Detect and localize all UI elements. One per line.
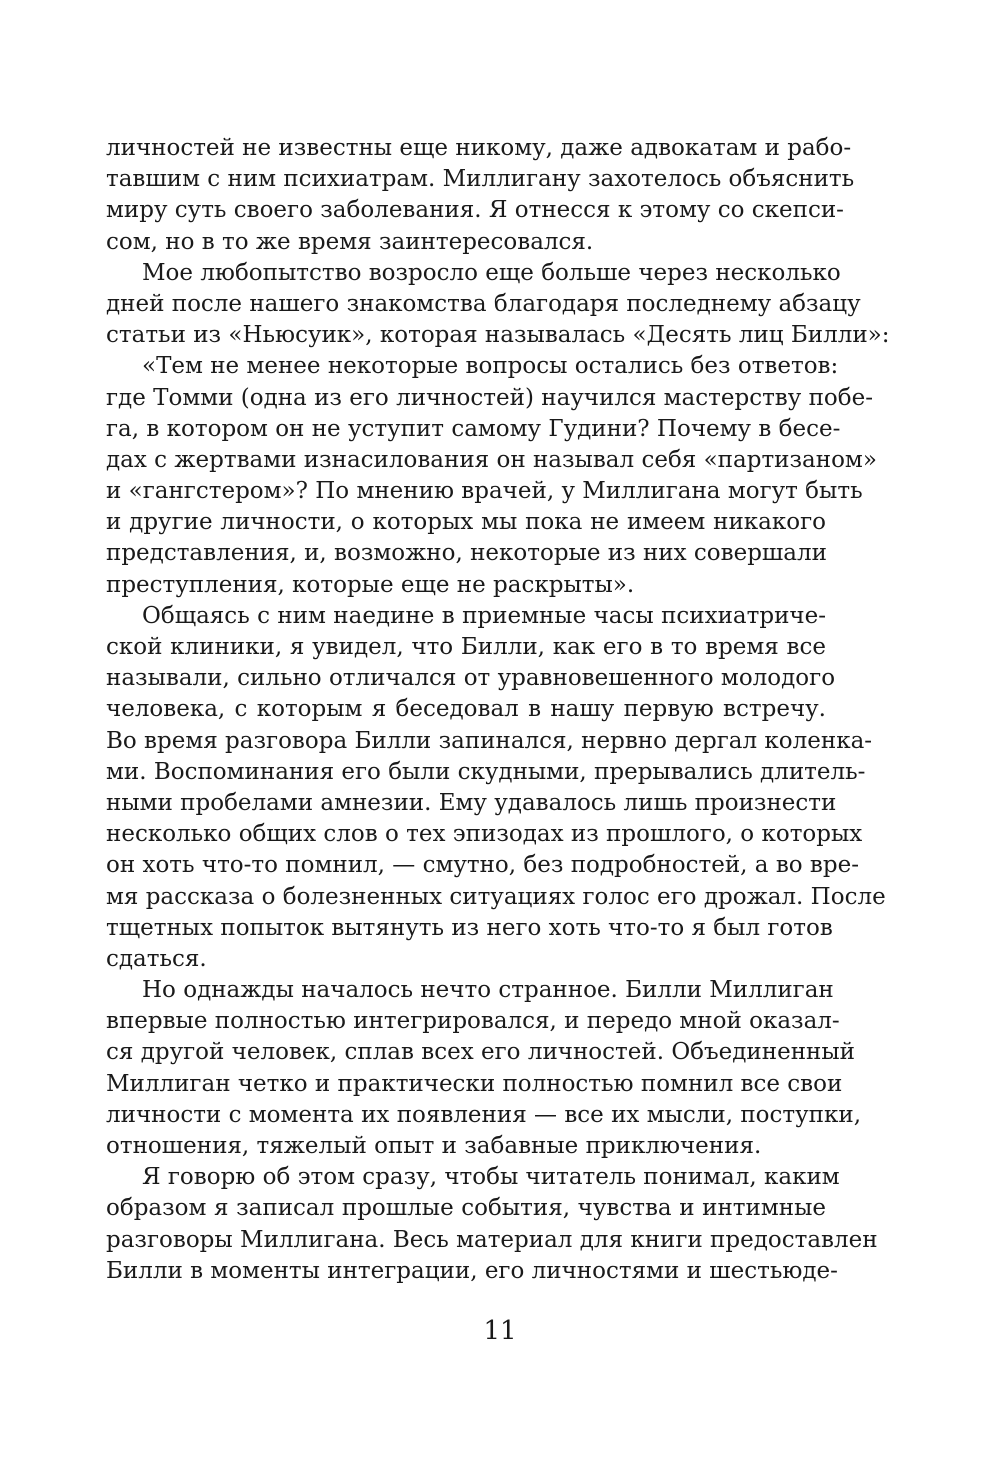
text-line: несколько общих слов о тех эпизодах из прошлого, о которых (106, 821, 863, 848)
quote-paragraph (106, 351, 877, 601)
text-line: Я говорю об этом сразу, чтобы читатель понимал, каким (142, 1164, 840, 1191)
body-text (106, 133, 890, 1287)
text-line: личности с момента их появления — все их мысли, поступки, (106, 1101, 862, 1128)
text-line: статьи из «Ньюсуик», которая называлась «Десять лиц Билли»: (106, 322, 890, 349)
text-line: человека, с которым я беседовал в нашу первую встречу. (106, 696, 826, 723)
text-line: Во время разговора Билли запинался, нервно дергал коленка- (106, 727, 873, 754)
text-line: дах с жертвами изнасилования он называл себя «партизаном» (106, 446, 877, 473)
paragraph (106, 601, 886, 975)
paragraph (106, 133, 855, 258)
text-line: личностей не известны еще никому, даже адвокатам и рабо- (106, 135, 852, 161)
text-line: где Томми (одна из его личностей) научился мастерству побе- (106, 384, 874, 411)
text-line: Мое любопытство возросло еще больше через несколько (142, 259, 841, 286)
text-line: Но однажды началось нечто странное. Билли Миллиган (142, 977, 834, 1004)
text-line: представления, и, возможно, некоторые из них совершали (106, 540, 827, 567)
text-line: га, в котором он не уступит самому Гудини? Почему в бесе- (106, 415, 841, 442)
text-line: ми. Воспоминания его были скудными, прерывались длитель- (106, 758, 866, 785)
paragraph (106, 258, 890, 352)
text-line: сом, но в то же время заинтересовался. (106, 228, 594, 255)
text-line: ской клиники, я увидел, что Билли, как его в то время все (106, 634, 826, 660)
text-line: тавшим с ним психиатрам. Миллигану захотелось объяснить (106, 166, 855, 193)
text-line: сдаться. (106, 945, 207, 972)
text-line: тщетных попыток вытянуть из него хоть что-то я был готов (106, 914, 833, 941)
text-line: разговоры Миллигана. Весь материал для книги предоставлен (106, 1226, 878, 1253)
text-line: и «гангстером»? По мнению врачей, у Миллигана могут быть (106, 478, 863, 505)
text-line: называли, сильно отличался от уравновешенного молодого (106, 665, 836, 692)
text-line: ся другой человек, сплав всех его личностей. Объединенный (106, 1039, 855, 1066)
text-line: впервые полностью интегрировался, и передо мной оказал- (106, 1008, 840, 1035)
text-line: мя рассказа о болезненных ситуациях голос его дрожал. После (106, 883, 886, 910)
text-line: ными пробелами амнезии. Ему удавалось лишь произнести (106, 789, 837, 816)
text-line: дней после нашего знакомства благодаря последнему абзацу (106, 290, 861, 317)
text-line: он хоть что-то помнил, — смутно, без подробностей, а во вре- (106, 852, 859, 879)
text-line: «Тем не менее некоторые вопросы остались без ответов: (142, 353, 839, 380)
text-line: Общаясь с ним наедине в приемные часы психиатриче- (142, 602, 826, 629)
text-line: и другие личности, о которых мы пока не имеем никакого (106, 509, 826, 536)
text-line: преступления, которые еще не раскрыты». (106, 571, 635, 598)
text-line: отношения, тяжелый опыт и забавные приключения. (106, 1133, 762, 1159)
page-number: 11 (483, 1316, 517, 1346)
text-line: Билли в моменты интеграции, его личностями и шестьюде- (106, 1257, 838, 1284)
text-line: Миллиган четко и практически полностью помнил все свои (106, 1070, 843, 1097)
paragraph (106, 1162, 878, 1287)
text-line: миру суть своего заболевания. Я отнесся к этому со скепси- (106, 197, 844, 224)
paragraph (106, 975, 862, 1162)
text-line: образом я записал прошлые события, чувства и интимные (106, 1195, 826, 1222)
